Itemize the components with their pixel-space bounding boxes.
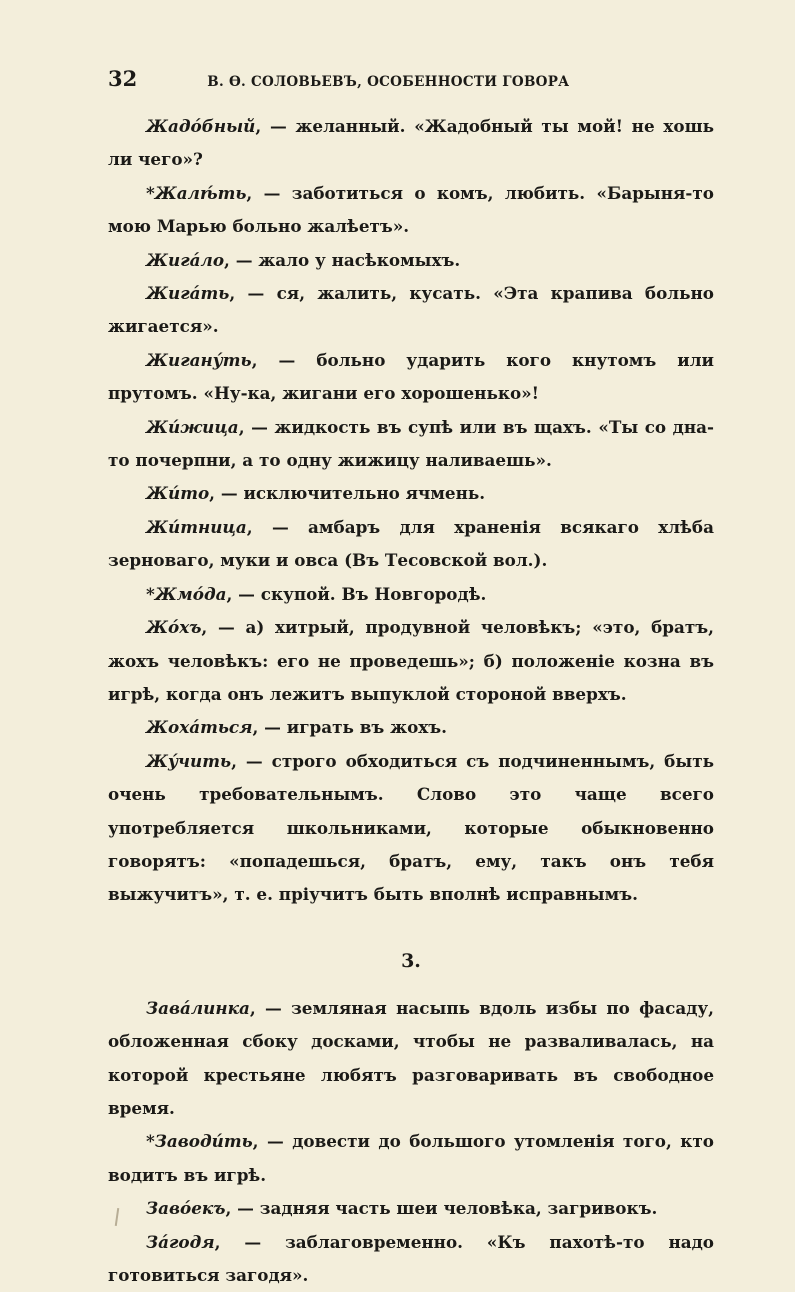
- dictionary-entry: [108, 277, 714, 344]
- entry-star: *: [146, 182, 155, 203]
- entry-definition: , — земляная насыпь вдоль избы по фасаду, обложенная сбоку досками, чтобы не разваливалась, на которой крестьяне любятъ разговаривать въ свободное время.: [108, 997, 714, 1118]
- entry-headword: Жи́тница: [146, 516, 247, 537]
- entry-star: *: [146, 583, 155, 604]
- dictionary-entry: [108, 745, 714, 912]
- entry-headword: Жу́чить: [146, 750, 232, 771]
- entry-definition: , — заблаговременно. «Къ пахотѣ-то надо готовиться загодя».: [108, 1231, 714, 1285]
- dictionary-entry: [108, 177, 714, 244]
- entry-headword: Жигану́ть: [146, 349, 252, 370]
- entry-headword: Заводи́ть: [154, 1131, 253, 1152]
- entry-headword: Жигáло: [146, 249, 225, 270]
- running-head: В. Ѳ. СОЛОВЬЕВЪ, ОСОБЕННОСТИ ГОВОРА: [207, 74, 570, 90]
- page-header: [108, 66, 708, 91]
- page-body: [108, 110, 714, 1292]
- entry-definition: , — а) хитрый, продувной человѣкъ; «это, братъ, жохъ человѣкъ: его не проведешь»; б) положеніе козна въ игрѣ, когда онъ лежитъ выпуклой стороной вверхъ.: [108, 617, 714, 704]
- entry-definition: , — задняя часть шеи человѣка, загривокъ.: [225, 1198, 658, 1219]
- dictionary-entry: [108, 578, 714, 611]
- entry-headword: Жóхъ: [146, 617, 202, 638]
- dictionary-entry: [108, 1125, 714, 1192]
- entry-star: *: [146, 1131, 155, 1152]
- entry-headword: Жадóбный: [146, 116, 256, 136]
- dictionary-entry: [108, 344, 714, 411]
- entry-headword: Жи́жица: [146, 416, 239, 437]
- entry-headword: Жохáться: [146, 717, 253, 738]
- dictionary-entry: [108, 511, 714, 578]
- dictionary-entry: [108, 611, 714, 711]
- dictionary-entry: [108, 244, 714, 277]
- dictionary-entry: [108, 1226, 714, 1292]
- entry-definition: , — строго обходиться съ подчиненнымъ, быть очень требовательнымъ. Слово это чаще всего употребляется школьниками, которые обыкновенно говорятъ: «попадешься, братъ, ему, такъ онъ тебя выжучитъ», т. е. пріучитъ быть вполнѣ исправнымъ.: [108, 750, 714, 905]
- entry-headword: Жигáть: [146, 283, 230, 304]
- dictionary-entry: [108, 992, 714, 1126]
- dictionary-entry: [108, 477, 714, 510]
- dictionary-entry: [108, 411, 714, 478]
- page-number: 32: [108, 66, 138, 91]
- entry-definition: , — жидкость въ супѣ или въ щахъ. «Ты со дна-то почерпни, а то одну жижицу наливаешь».: [108, 416, 714, 471]
- entry-headword: Завáлинка: [146, 997, 250, 1018]
- entry-definition: , — заботиться о комъ, любить. «Барыня-то мою Марью больно жалѣетъ».: [108, 182, 714, 237]
- dictionary-entry: [108, 1192, 714, 1225]
- entry-definition: , — жало у насѣкомыхъ.: [224, 249, 461, 270]
- entry-headword: Завóекъ: [146, 1198, 226, 1219]
- entry-definition: , — желанный. «Жадобный ты мой! не хошь ли чего»?: [108, 116, 714, 170]
- dictionary-entry: [108, 110, 714, 177]
- entry-definition: , — довести до большого утомленія того, кто водитъ въ игрѣ.: [108, 1131, 714, 1185]
- entry-definition: , — играть въ жохъ.: [252, 717, 448, 738]
- entry-definition: , — больно ударить кого кнутомъ или прутомъ. «Ну-ка, жигани его хорошенько»!: [108, 349, 714, 404]
- entry-definition: , — амбаръ для храненія всякаго хлѣба зерноваго, муки и овса (Въ Тесовской вол.).: [108, 516, 714, 571]
- entries-letter-z: [108, 992, 714, 1292]
- entry-definition: , — ся, жалить, кусать. «Эта крапива больно жигается».: [108, 283, 714, 337]
- entry-definition: , — исключительно ячмень.: [209, 483, 486, 504]
- entry-headword: Жи́то: [146, 483, 210, 504]
- entry-definition: , — скупой. Въ Новгородѣ.: [226, 583, 487, 604]
- entry-headword: Зáгодя: [146, 1231, 215, 1252]
- entry-headword: Жалѣ́ть: [154, 182, 247, 203]
- dictionary-entry: [108, 711, 714, 744]
- entry-headword: Жмóда: [154, 583, 227, 604]
- section-number: 3.: [401, 949, 421, 972]
- entries-letter-zh: [108, 110, 714, 912]
